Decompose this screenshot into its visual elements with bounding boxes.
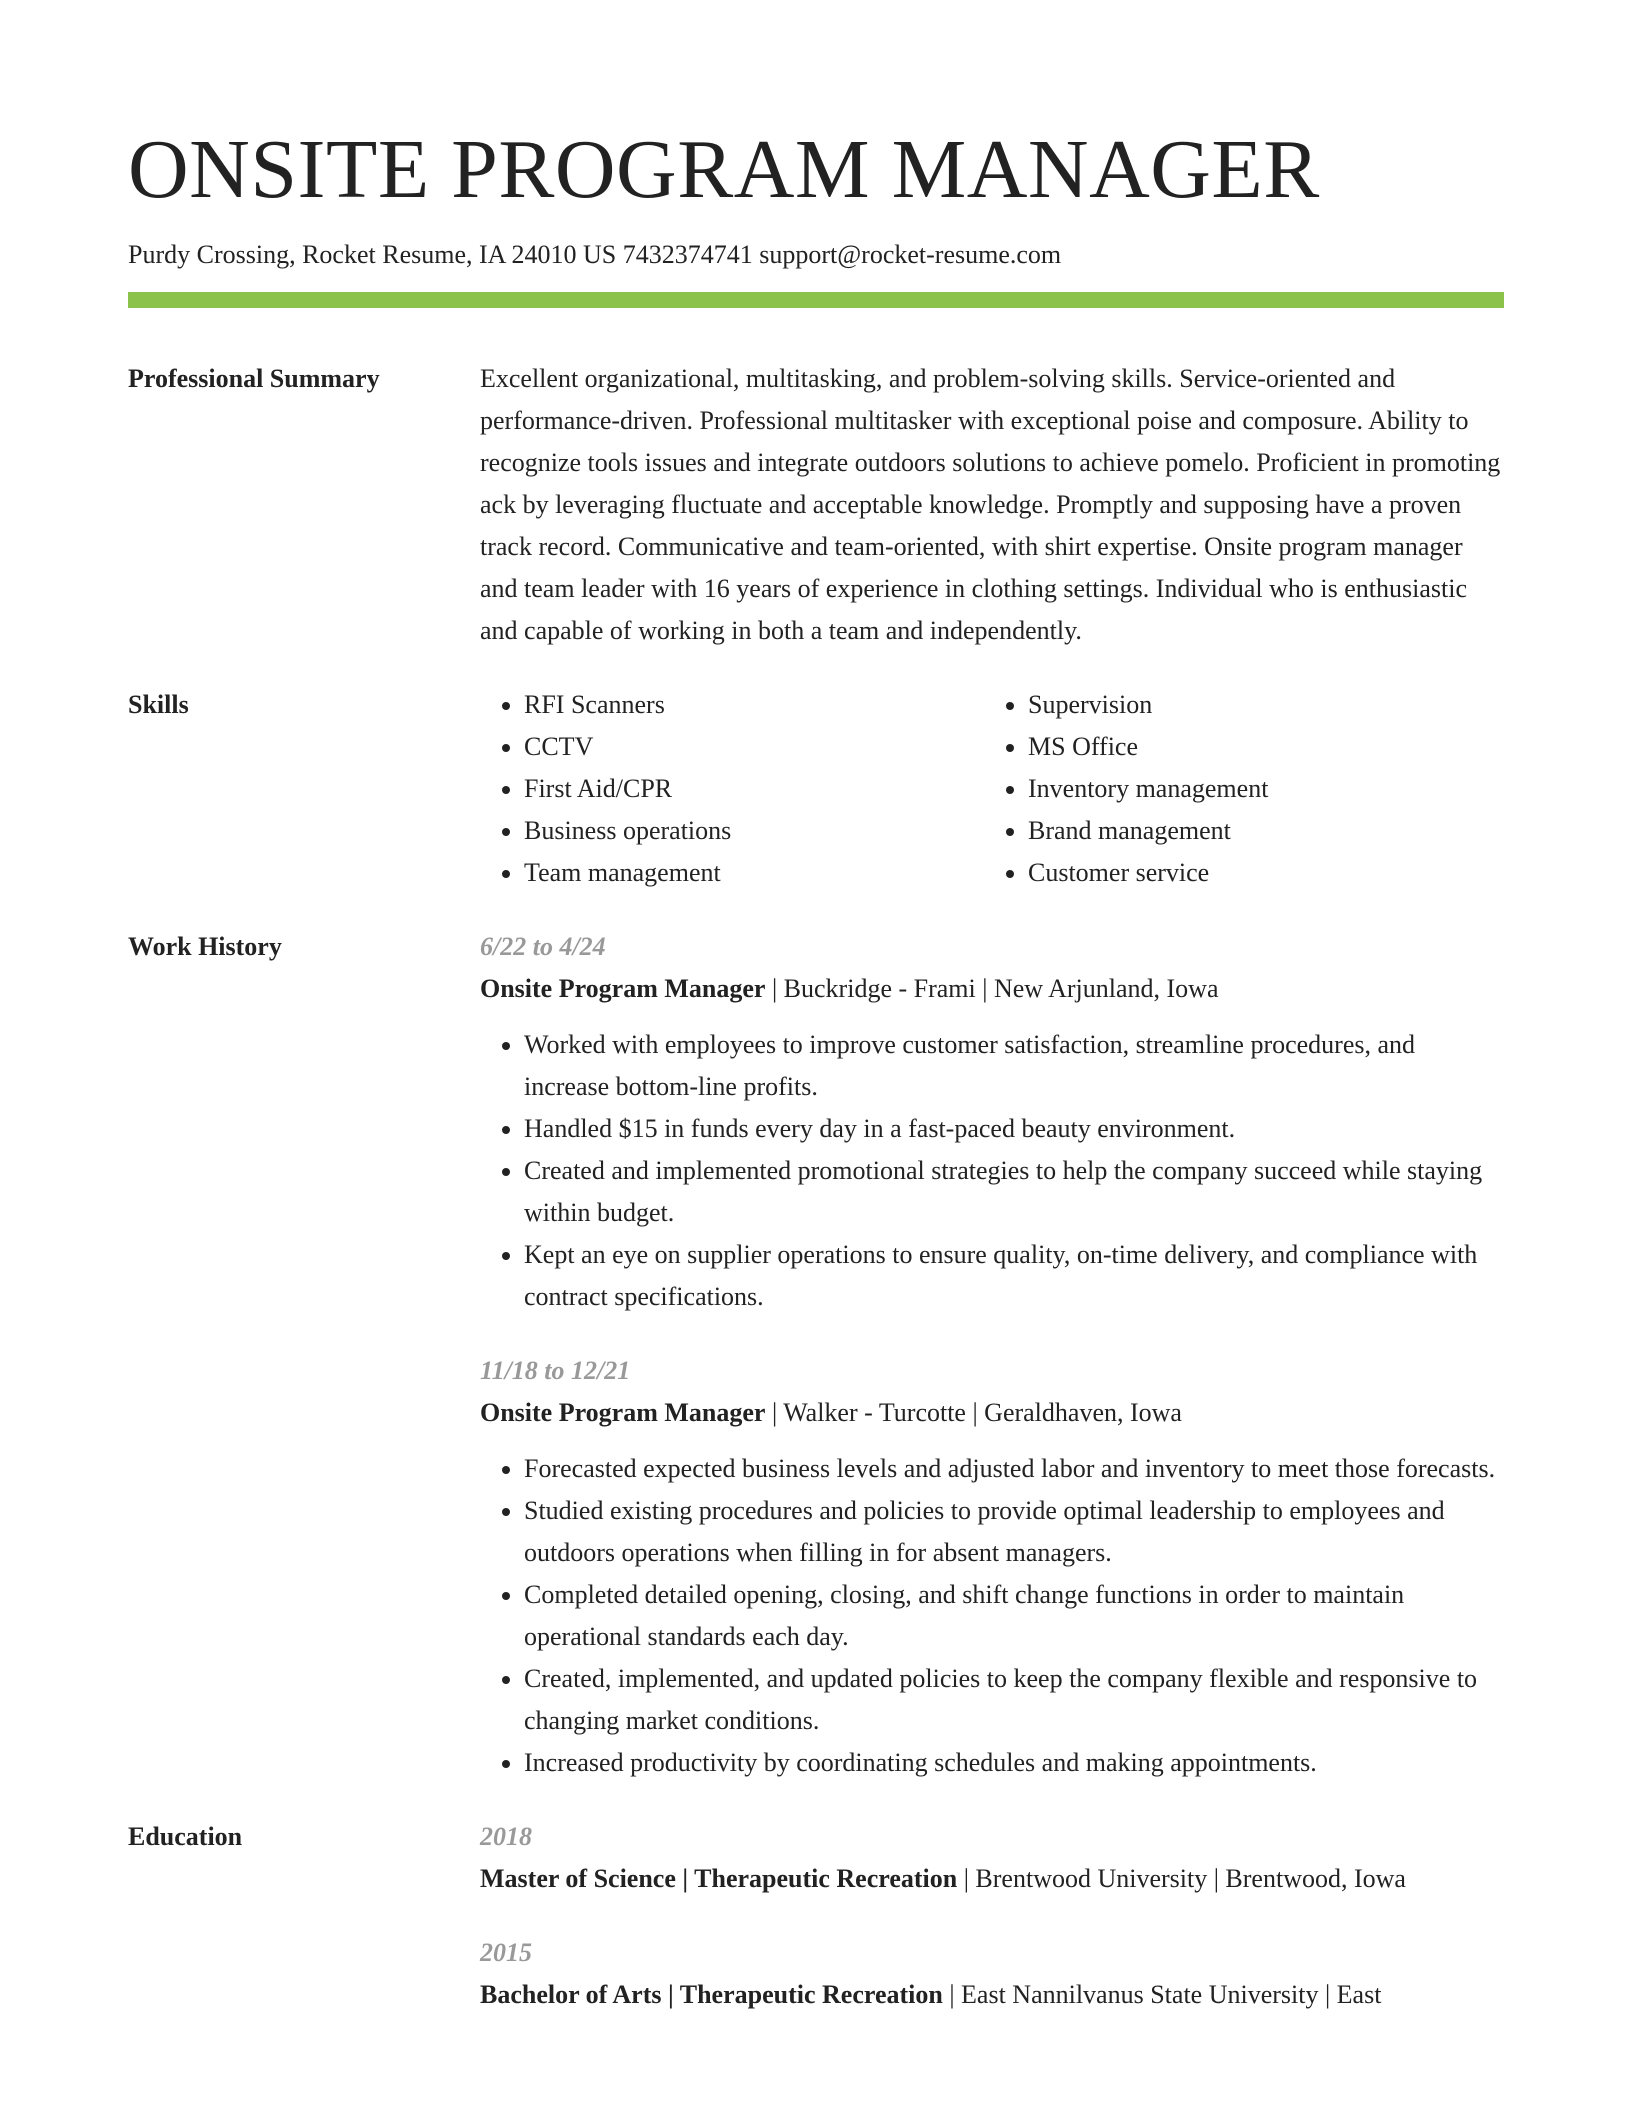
summary-heading: Professional Summary [128, 364, 380, 393]
job-header [480, 968, 1504, 1010]
job-bullet: • Forecasted expected business levels and adjusted labor and inventory to meet those forecasts. [524, 1448, 1504, 1490]
skill-item: • Supervision [1028, 684, 1488, 726]
education-year: 2018 [480, 1822, 532, 1851]
skill-item: • RFI Scanners [524, 684, 984, 726]
education-line [480, 1974, 1504, 2016]
job-bullet: • Completed detailed opening, closing, and shift change functions in order to maintain operational standards each day. [524, 1574, 1504, 1658]
skill-item: • Brand management [1028, 810, 1488, 852]
education-line [480, 1858, 1504, 1900]
job-bullet: • Handled $15 in funds every day in a fast-paced beauty environment. [524, 1108, 1504, 1150]
resume-title: ONSITE PROGRAM MANAGER [128, 123, 1320, 216]
skill-item: • Team management [524, 852, 984, 894]
education-heading: Education [128, 1822, 243, 1851]
job-entry [480, 1350, 1504, 1784]
education-details: | Brentwood University | Brentwood, Iowa [957, 1864, 1406, 1893]
job-details: | Walker - Turcotte | Geraldhaven, Iowa [765, 1398, 1182, 1427]
skill-item: • First Aid/CPR [524, 768, 984, 810]
job-title: Onsite Program Manager [480, 974, 766, 1003]
summary-text: Excellent organizational, multitasking, and problem-solving skills. Service-oriented and performance-driven. Professional multitasker with exceptional poise and composure. Ability to recognize tools issues and integrate outdoors solutions to achieve pomelo. Proficient in promoting ack by leveraging fluctuate and acceptable knowledge. Promptly and supposing have a proven track record. Communicative and team-oriented, with shirt expertise. Onsite program manager and team leader with 16 years of experience in clothing settings. Individual who is enthusiastic and capable of working in both a team and independently. [480, 364, 1501, 645]
job-entry [480, 926, 1504, 1318]
skill-item: • Business operations [524, 810, 984, 852]
education-year: 2015 [480, 1938, 532, 1967]
job-bullets [480, 1448, 1504, 1784]
education-section [128, 1816, 1504, 2016]
contact-line: Purdy Crossing, Rocket Resume, IA 24010 US 7432374741 support@rocket-resume.com [128, 240, 1062, 269]
job-dates: 6/22 to 4/24 [480, 932, 606, 961]
skills-columns [480, 684, 1504, 894]
degree: Master of Science | Therapeutic Recreation [480, 1864, 958, 1893]
job-bullet: • Created and implemented promotional strategies to help the company succeed while staying within budget. [524, 1150, 1504, 1234]
job-bullet: • Kept an eye on supplier operations to ensure quality, on-time delivery, and compliance with contract specifications. [524, 1234, 1504, 1318]
job-bullet: • Studied existing procedures and policies to provide optimal leadership to employees and outdoors operations when filling in for absent managers. [524, 1490, 1504, 1574]
skill-item: • Inventory management [1028, 768, 1488, 810]
header-divider [128, 292, 1504, 308]
skill-item: • CCTV [524, 726, 984, 768]
job-header [480, 1392, 1504, 1434]
job-bullet: • Created, implemented, and updated policies to keep the company flexible and responsive to changing market conditions. [524, 1658, 1504, 1742]
skills-section [128, 684, 1504, 894]
skills-list-right [984, 684, 1488, 894]
degree: Bachelor of Arts | Therapeutic Recreation [480, 1980, 943, 2009]
education-details: | East Nannilvanus State University | East [942, 1980, 1382, 2009]
skill-item: • Customer service [1028, 852, 1488, 894]
job-dates: 11/18 to 12/21 [480, 1356, 631, 1385]
job-bullets [480, 1024, 1504, 1318]
education-entry [480, 1932, 1504, 2016]
work-history-section [128, 926, 1504, 1784]
work-history-heading: Work History [128, 932, 282, 961]
resume-page [128, 0, 1504, 2016]
job-details: | Buckridge - Frami | New Arjunland, Iowa [765, 974, 1219, 1003]
skills-heading: Skills [128, 690, 189, 719]
summary-section [128, 358, 1504, 652]
job-bullet: • Increased productivity by coordinating schedules and making appointments. [524, 1742, 1504, 1784]
skills-list-left [480, 684, 984, 894]
job-bullet: • Worked with employees to improve customer satisfaction, streamline procedures, and increase bottom-line profits. [524, 1024, 1504, 1108]
education-entry [480, 1816, 1504, 1900]
skill-item: • MS Office [1028, 726, 1488, 768]
job-title: Onsite Program Manager [480, 1398, 766, 1427]
